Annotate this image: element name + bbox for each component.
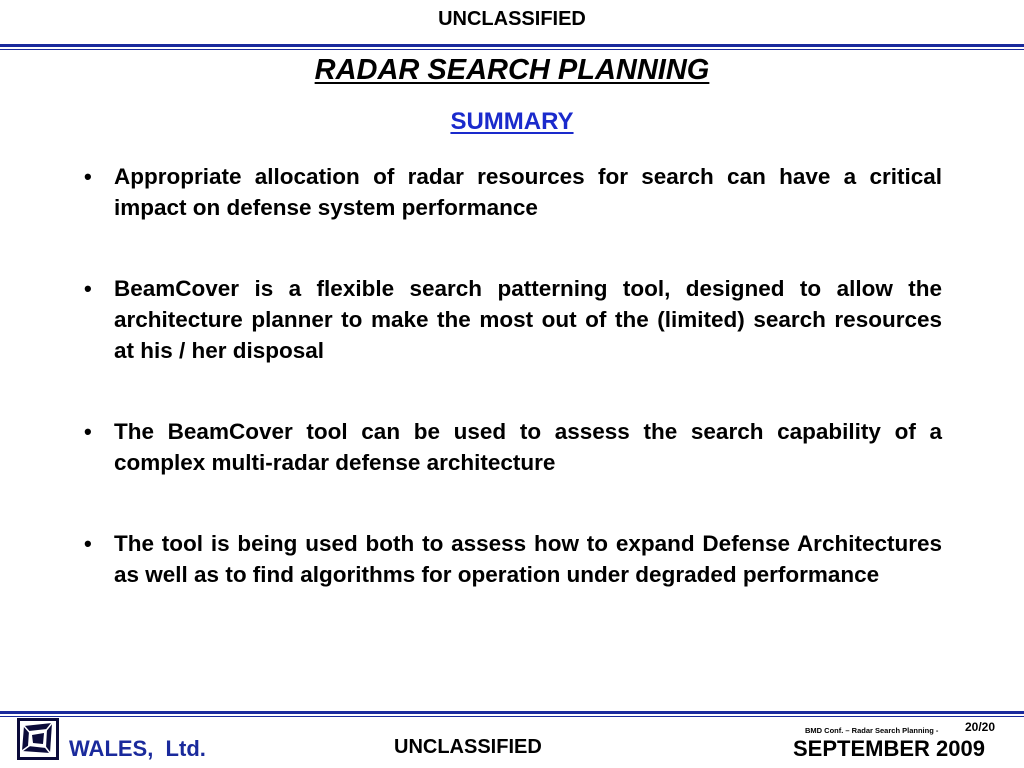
bullet-marker: • [84,419,92,444]
footer-divider [0,711,1024,717]
slide-title: RADAR SEARCH PLANNING [314,54,710,86]
bullet-list [80,161,942,640]
bullet-item [80,161,942,223]
classification-banner-top: UNCLASSIFIED [438,8,586,30]
bullet-item [80,273,942,366]
bullet-text: BeamCover is a flexible search patterning tool, designed to allow the architecture planner to make the most out of the (limited) search resources at his / her disposal [114,276,942,363]
page-separator: - [935,726,939,735]
company-name: WALES, Ltd. [69,736,206,761]
bullet-text: Appropriate allocation of radar resources for search can have a critical impact on defense system performance [114,164,942,220]
bullet-item [80,416,942,478]
bullet-marker: • [84,164,92,189]
conference-note-text: BMD Conf. – Radar Search Planning [805,726,934,735]
page-number: 20/20 [965,720,996,734]
wales-logo-icon [17,718,59,760]
header-divider [0,44,1024,50]
presentation-date: SEPTEMBER 2009 [793,736,985,761]
slide-subtitle: SUMMARY [450,108,574,135]
bullet-marker: • [84,276,92,301]
slide-subtitle-wrapper [0,108,1024,136]
conference-note [805,726,938,735]
bullet-text: The BeamCover tool can be used to assess the search capability of a complex multi-radar defense architecture [114,419,942,475]
bullet-item [80,528,942,590]
slide-title-wrapper [0,54,1024,87]
classification-banner-bottom: UNCLASSIFIED [394,736,542,758]
bullet-text: The tool is being used both to assess how to expand Defense Architectures as well as to find algorithms for operation under degraded performance [114,531,942,587]
bullet-marker: • [84,531,92,556]
